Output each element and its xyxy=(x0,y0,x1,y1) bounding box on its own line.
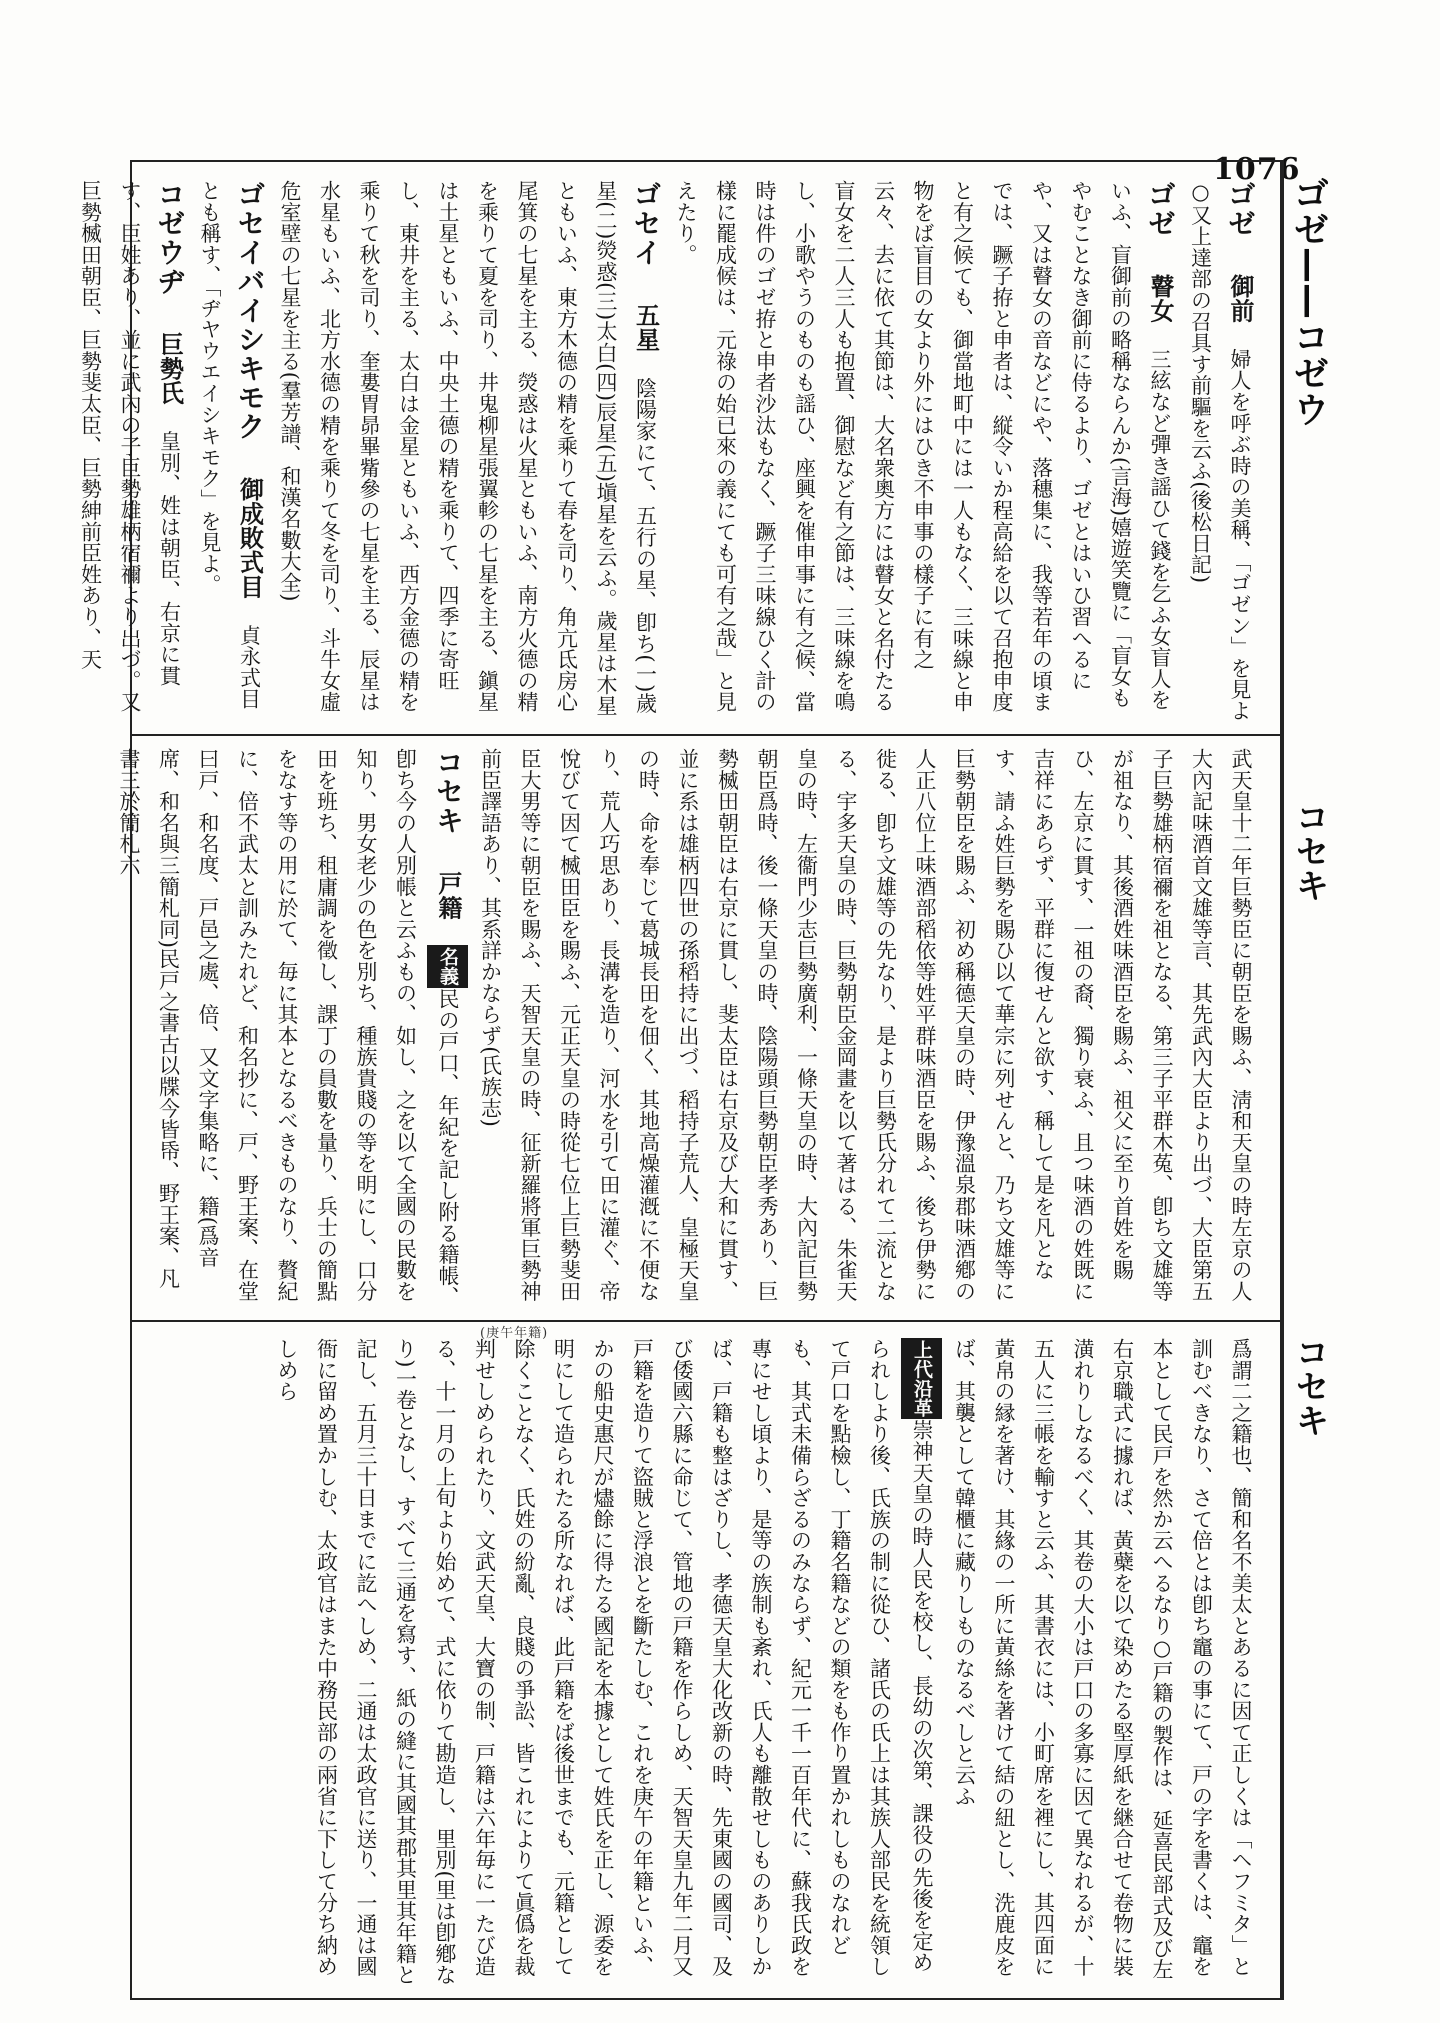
entry-text: 民の戸口、年紀を記し附る籍帳、卽ち今の人別帳と云ふもの、如し、之を以て全國の民數を知り、男女老少の色を別ち、種族貴賤の等を明にし、口分田を班ち、租庸調を徵し、課丁の員數を量り、兵士の簡點をなす等の用に於て、毎に其本となるべきものなり、贅紀に、倍不武太と訓みたれど、和名抄に、戸、野王案、在堂曰戸、和名度、戸邑之處、倍、又文字集略に、籍(爲音席、和名與三簡札同)民戸之書古以牒今皆帋、野王案、凡書三於簡札六 xyxy=(117,748,460,1308)
headword: コセキ xyxy=(432,748,465,835)
kanji-form: 御前 xyxy=(1226,273,1255,323)
era-annotation: (庚午年籍) xyxy=(480,1326,549,1341)
headword: ゴセイバイシキモク xyxy=(233,180,267,441)
kanji-form: 瞽女 xyxy=(1146,273,1175,323)
running-header: ゴゼ——コゼウ xyxy=(1288,175,1329,427)
header-column-rule xyxy=(1282,160,1284,2000)
entry-text: 爲謂二之籍也、簡和名不美太とあるに因て正しくは「ヘフミタ」と訓むべきなり、さて倍とは卽ち竈の事にて、戸の字を書くは、竈を本として民戸を然か云へるなり○戸籍の製作は、延喜民部式及び左右京職式に據れば、黃蘗を以て染めたる堅厚紙を継合せて卷物に裝潢れりしなるべく、其卷の大小は戸口の多寡に因て異なれるが、十五人に三帳を輸すと云ふ、其書衣には、小町席を裡にし、其四面に黃帛の縁を著け、其緣の一所に黃絲を著けて結の紐とし、洗鹿皮をば、其襲として韓櫃に藏りしものなるべしと云ふ xyxy=(952,1338,1253,1980)
entry-text: 武天皇十二年巨勢臣に朝臣を賜ふ、淸和天皇の時左京の人大內記味酒首文雄等言、其先武內大臣より出づ、大臣第五子巨勢雄柄宿禰を祖となる、第三子平群木菟、卽ち文雄等が祖なり、其後酒姓味酒臣を賜ふ、祖父に至り首姓を賜ひ、左京に貫す、一祖の裔、獨り衰ふ、且つ味酒の姓既に吉祥にあらず、平群に復せんと欲す、稱して是を凡となす、請ふ姓巨勢を賜ひ以て華宗に列せんと、乃ち文雄等に巨勢朝臣を賜ふ、初め稱德天皇の時、伊豫溫泉郡味酒鄕の人正八位上味酒部稻依等姓平群味酒臣を賜ふ、後ち伊勢に徙る、卽ち文雄等の先なり、是より巨勢氏分れて二流となる、宇多天皇の時、巨勢朝臣金岡畫を以て著はる、朱雀天皇の時、左衞門少志巨勢廣利、一條天皇の時、大內記巨勢朝臣爲時、後一條天皇の時、陰陽頭巨勢朝臣孝秀あり、巨勢楲田朝臣は右京に貫し、斐太臣は右京及び大和に貫す、並に系は雄柄四世の孫稻持に出づ、稻持子荒人、皇極天皇の時、命を奉じて葛城長田を佃く、其地高燥灌漑に不便なり、荒人巧思あり、長溝を造り、河水を引て田に灌ぐ、帝悅びて因て楲田臣を賜ふ、元正天皇の時從七位上巨勢斐田臣大男等に朝臣を賜ふ、天智天皇の時、征新羅將軍巨勢神前臣譯語あり、其系詳かならず(氏族志) xyxy=(478,748,1253,1302)
entry-text: 貞永式目とも稱す、「ヂヤウエイシキモク」を見よ。 xyxy=(198,180,262,710)
entry-goze-gozen xyxy=(1180,180,1260,724)
headword: ゴセイ xyxy=(629,180,663,267)
headword: コゼウヂ xyxy=(153,180,187,296)
entry-text: 皇別、姓は朝臣、右京に貫す、臣姓あり、並に武內の子巨勢雄柄宿禰より出づ。又巨勢楲田朝臣、巨勢斐太臣、巨勢紳前臣姓あり、天 xyxy=(78,180,182,713)
entry-koseki-history xyxy=(267,1338,945,1988)
entry-gosei xyxy=(270,180,666,724)
entry-text: 崇神天皇の時人民を校し、長幼の次第、課役の先後を定められしより後、氏族の制に從ひ、諸氏の氏上は其族人部民を統領して戸口を點檢し、丁籍名籍などの類をも作り置かれしものなれども、其式未備らざるのみならず、紀元一千一百年代に、蘇我氏政を專にせし頃より、是等の族制も紊れ、氏人も離散せしものありしかば、戸籍も整はざりし、孝德天皇大化改新の時、先東國の國司、及び倭國六縣に命じて、管地の戸籍を作らしめ、天智天皇九年二月又戸籍を造りて盜賊と浮浪とを斷たしむ、これを庚午の年籍といふ、かの船史惠尺が燼餘に得たる國記を本據として姓氏を正し、源委を明にして造られたる所なれば、此戸籍をば後世までも、元籍として除くことなく、氏姓の紛亂、良賤の爭訟、皆これによりて眞僞を裁判せしめられたり、文武天皇、大寶の制、戸籍は六年毎に一たび造る、十一月の上旬より始めて、式に依りて勘造し、里別(里は卽鄕なり)一卷となし、すべて三通を寫す、紙の縫に其國其郡其里其年籍と記し、五月三十日までに訖へしめ、二通は太政官に送り、一通は國衙に留め置かしむ、太政官はまた中務民部の兩省に下して分ち納めしめら xyxy=(275,1338,934,1986)
entry-text: 陰陽家にて、五行の星、卽ち(一)歲星(二)熒惑(三)太白(四)辰星(五)塡星を云ふ。歲星は木星ともいふ、東方木德の精を乘りて春を司り、角亢氐房心尾箕の七星を主る、熒惑は火星ともいふ、南方火德の精を乘りて夏を司り、井鬼柳星張翼軫の七星を主る、鎭星は土星ともいふ、中央土德の精を乘りて、四季に寄旺し、東井を主る、太白は金星ともいふ、西方金德の精を乘りて秋を司り、奎婁胃昴畢觜參の七星を主る、辰星は水星もいふ、北方水德の精を乘りて冬を司り、斗牛女虛危室壁の七星を主る(羣芳譜、和漢名數大全) xyxy=(278,180,658,717)
headword: ゴゼ xyxy=(1144,180,1177,238)
entry-kozeuji-continued xyxy=(470,748,1260,1308)
entry-goseibai-shikimoku xyxy=(190,180,270,724)
kanji-form: 戸籍 xyxy=(434,870,463,920)
tier-divider-upper xyxy=(130,734,1282,736)
kanji-form: 五星 xyxy=(631,302,661,352)
entry-text: 婦人を呼ぶ時の美稱、「ゴゼン」を見よ○又上達部の召具す前驅を云ふ(後松日記) xyxy=(1188,180,1252,722)
tier-divider-lower xyxy=(130,1320,1282,1322)
entry-kozeuji xyxy=(70,180,190,724)
headword: ゴゼ xyxy=(1224,180,1257,238)
bottom-tier xyxy=(150,1338,1260,1988)
entry-text: 三絃など彈き謡ひて錢を乞ふ女盲人をいふ、盲御前の略稱ならんか(言海)嬉遊笑覽に「盲女もやむことなき御前に侍るより、ゴゼとはいひ習へるにや、又は瞽女の音などにや、落穗集に、我等若年の頃までは、蹶子拵と申者は、縦令いか程高給を以て召抱申度と有之候ても、御當地町中には一人もなく、三味線と申物をば盲目の女より外にはひき不申事の樣子に有之云々、去に依て其節は、大名衆奧方には瞽女と名付たる盲女を二人三人も抱置、御慰など有之節は、三味線を鳴し、小歌やうのものも謡ひ、座興を催申事に有之候、當時は件のゴゼ拵と申者沙汰もなく、蹶子三味線ひく計の樣に罷成候は、元祿の始已來の義にても可有之哉」と見えたり。 xyxy=(674,180,1172,713)
top-tier xyxy=(78,180,1260,724)
middle-tier-header: コセキ xyxy=(1289,800,1329,902)
entry-koseki-continued xyxy=(944,1338,1260,1988)
page-number: 1076 xyxy=(1213,152,1301,187)
kanji-form: 巨勢氏 xyxy=(155,331,185,405)
middle-tier xyxy=(117,748,1260,1308)
section-tag: 名義 xyxy=(427,945,469,988)
kanji-form: 御成敗式目 xyxy=(235,476,265,599)
entry-goze-goze xyxy=(666,180,1181,724)
entry-koseki xyxy=(109,748,471,1308)
bottom-tier-header: コセキ xyxy=(1289,1335,1329,1437)
section-tag: 上代沿革 xyxy=(901,1338,943,1419)
